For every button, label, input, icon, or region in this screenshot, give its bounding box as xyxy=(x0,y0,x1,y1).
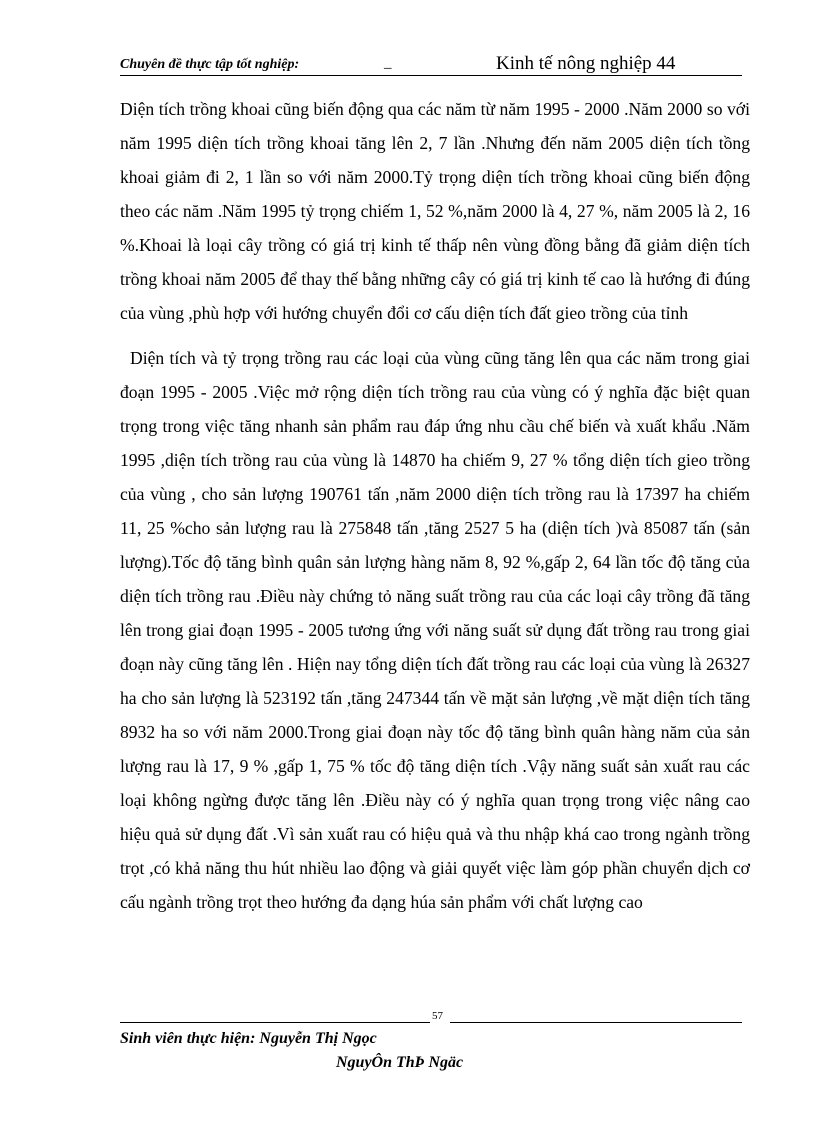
body-text xyxy=(120,92,750,919)
footer-rule-left xyxy=(120,1022,430,1023)
header-rule xyxy=(120,75,742,76)
footer-rule-right xyxy=(450,1022,742,1023)
page-number: 57 xyxy=(432,1010,443,1022)
page-header xyxy=(120,53,742,75)
footer-student-name-legacy: NguyÔn ThÞ Ngäc xyxy=(336,1054,464,1071)
paragraph-vegetables: Diện tích và tỷ trọng trồng rau các loại của vùng cũng tăng lên qua các năm trong giai đoạn 1995 - 2005 .Việc mở rộng diện tích trồng rau của vùng có ý nghĩa đặc biệt quan trọng trong việc tăng nhanh sản phẩm rau đáp ứng nhu cầu chế biến và xuất khẩu .Năm 1995 ,diện tích trồng rau của vùng là 14870 ha chiếm 9, 27 % tổng diện tích gieo trồng của vùng , cho sản lượng 190761 tấn ,năm 2000 diện tích trồng rau là 17397 ha chiếm 11, 25 %cho sản lượng rau là 275848 tấn ,tăng 2527 5 ha (diện tích )và 85087 tấn (sản lượng).Tốc độ tăng bình quân sản lượng hàng năm 8, 92 %,gấp 2, 64 lần tốc độ tăng của diện tích trồng rau .Điều này chứng tỏ năng suất trồng rau của các loại cây trồng đã tăng lên trong giai đoạn 1995 - 2005 tương ứng với năng suất sử dụng đất trồng rau trong giai đoạn này cũng tăng lên . Hiện nay tổng diện tích đất trồng rau các loại của vùng là 26327 ha cho sản lượng là 523192 tấn ,tăng 247344 tấn về mặt sản lượng ,về mặt diện tích tăng 8932 ha so với năm 2000.Trong giai đoạn này tốc độ tăng bình quân hàng năm của sản lượng rau là 17, 9 % ,gấp 1, 75 % tốc độ tăng diện tích .Vậy năng suất sản xuất rau các loại không ngừng được tăng lên .Điều này có ý nghĩa quan trọng trong việc nâng cao hiệu quả sử dụng đất .Vì sản xuất rau có hiệu quả và thu nhập khá cao trong ngành trồng trọt ,có khả năng thu hút nhiều lao động và giải quyết việc làm góp phần chuyển dịch cơ cấu ngành trồng trọt theo hướng đa dạng húa sản phẩm với chất lượng cao xyxy=(120,348,750,912)
header-department: Kinh tế nông nghiệp 44 xyxy=(496,53,676,74)
footer-student-label: Sinh viên thực hiện: Nguyễn Thị Ngọc xyxy=(120,1030,377,1047)
header-separator: _ xyxy=(384,55,392,71)
header-thesis-label: Chuyên đề thực tập tốt nghiệp: xyxy=(120,57,300,72)
paragraph-sweet-potato: Diện tích trồng khoai cũng biến động qua các năm từ năm 1995 - 2000 .Năm 2000 so với năm 1995 diện tích trồng khoai tăng lên 2, 7 lần .Nhưng đến năm 2005 diện tích tồng khoai giảm đi 2, 1 lần so với năm 2000.Tỷ trọng diện tích trồng khoai cũng biến động theo các năm .Năm 1995 tỷ trọng chiếm 1, 52 %,năm 2000 là 4, 27 %, năm 2005 là 2, 16 %.Khoai là loại cây trồng có giá trị kinh tế thấp nên vùng đồng bằng đã giảm diện tích trồng khoai năm 2005 để thay thế bằng những cây có giá trị kinh tế cao là hướng đi đúng của vùng ,phù hợp với hướng chuyển đổi cơ cấu diện tích đất gieo trồng của tỉnh xyxy=(120,99,750,323)
